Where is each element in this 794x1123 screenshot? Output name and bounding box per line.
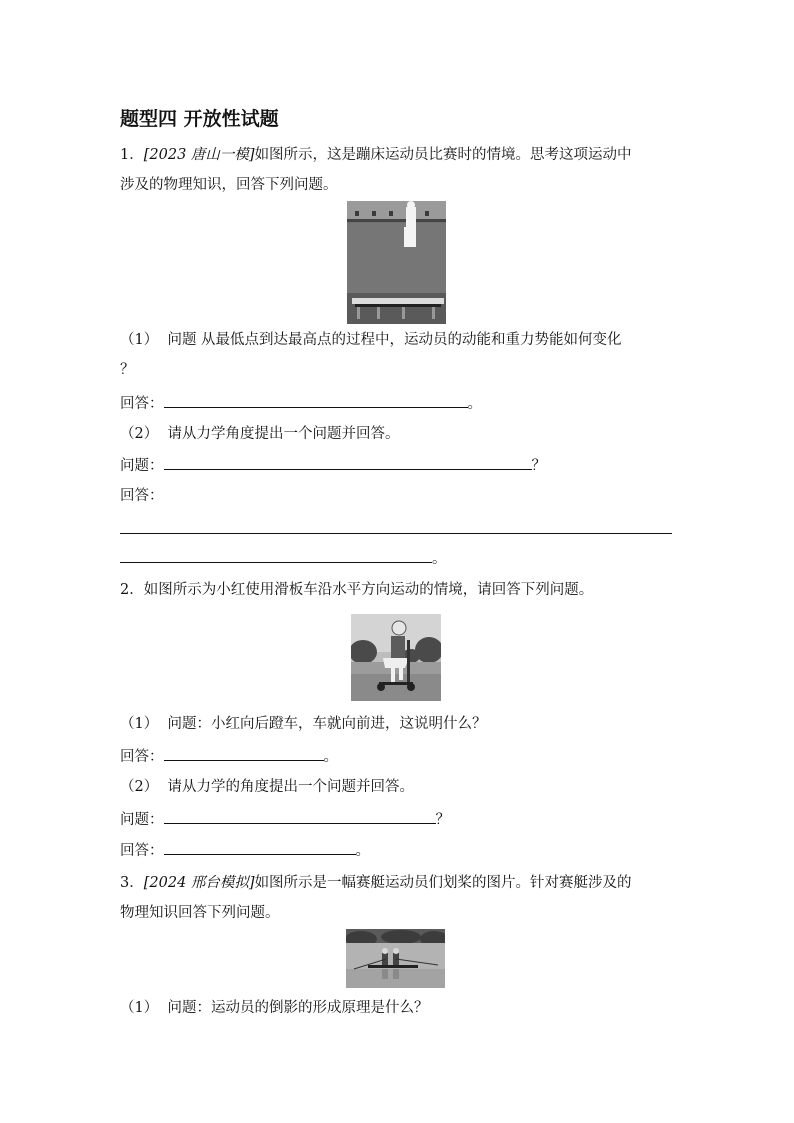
sub-question-text: 请从力学的角度提出一个问题并回答。 — [167, 779, 414, 795]
sub-number: （2） — [120, 426, 159, 442]
answer-blank[interactable] — [164, 840, 356, 855]
question-stem: 如图所示为小红使用滑板车沿水平方向运动的情境，请回答下列问题。 — [143, 582, 594, 598]
question-stem: 如图所示是一幅赛艇运动员们划桨的图片。针对赛艇涉及的 — [254, 875, 632, 891]
period: 。 — [355, 843, 370, 859]
question-1-ask-row — [120, 455, 546, 476]
trampoline-photo — [347, 201, 446, 324]
question-1-answer-row — [120, 393, 482, 414]
sub-number: （1） — [120, 332, 159, 348]
question-mark: ？ — [531, 458, 546, 474]
section-title: 题型四 开放性试题 — [120, 108, 279, 130]
question-2-answer-row — [120, 746, 338, 767]
question-label: 问题： — [120, 458, 164, 474]
question-2-sub2 — [120, 777, 414, 797]
rowing-photo — [346, 929, 445, 988]
question-2-ask-row — [120, 809, 450, 830]
answer-blank[interactable] — [164, 746, 324, 761]
sub-question-text: 请从力学角度提出一个问题并回答。 — [167, 426, 400, 442]
question-number: 2． — [120, 582, 144, 598]
sub-question-text: 问题：运动员的倒影的形成原理是什么？ — [167, 1000, 429, 1016]
sub-number: （1） — [120, 716, 159, 732]
question-source: [2023 唐山一模] — [143, 147, 255, 163]
question-label: 问题： — [120, 812, 164, 828]
answer-label: 回答： — [120, 843, 164, 859]
question-1-sub1 — [120, 330, 622, 350]
scooter-photo — [351, 614, 441, 701]
sub-question-text: 问题 从最低点到达最高点的过程中，运动员的动能和重力势能如何变化 — [167, 332, 622, 348]
period: 。 — [467, 396, 482, 412]
question-3-sub1 — [120, 998, 428, 1018]
answer-label: 回答： — [120, 749, 164, 765]
question-source: [2024 邢台模拟] — [143, 875, 255, 891]
question-number: 3． — [120, 875, 144, 891]
question-2-answer2-row — [120, 840, 370, 861]
question-blank[interactable] — [164, 809, 436, 824]
question-2-stem — [120, 580, 593, 600]
question-1-answer2-label: 回答： — [120, 488, 164, 504]
period: 。 — [323, 749, 338, 765]
question-mark: ？ — [435, 812, 450, 828]
question-number: 1． — [120, 147, 144, 163]
answer-blank[interactable] — [164, 393, 468, 408]
question-1-stem-line1 — [120, 145, 632, 165]
question-1-sub2 — [120, 424, 399, 444]
question-stem: 如图所示，这是蹦床运动员比赛时的情境。思考这项运动中 — [254, 147, 632, 163]
sub-number: （2） — [120, 779, 159, 795]
period: 。 — [432, 551, 447, 567]
answer-blank[interactable] — [120, 548, 432, 563]
question-3-stem-line2: 物理知识回答下列问题。 — [120, 905, 280, 921]
sub-number: （1） — [120, 1000, 159, 1016]
question-2-sub1 — [120, 714, 486, 734]
question-1-answer2-tail — [120, 548, 447, 569]
question-1-sub1-wrap: ？ — [120, 362, 135, 378]
answer-blank-full[interactable] — [120, 533, 672, 534]
question-blank[interactable] — [164, 455, 532, 470]
sub-question-text: 问题：小红向后蹬车，车就向前进，这说明什么？ — [167, 716, 487, 732]
question-1-stem-line2: 涉及的物理知识，回答下列问题。 — [120, 177, 338, 193]
answer-label: 回答： — [120, 396, 164, 412]
question-3-stem-line1 — [120, 873, 632, 893]
